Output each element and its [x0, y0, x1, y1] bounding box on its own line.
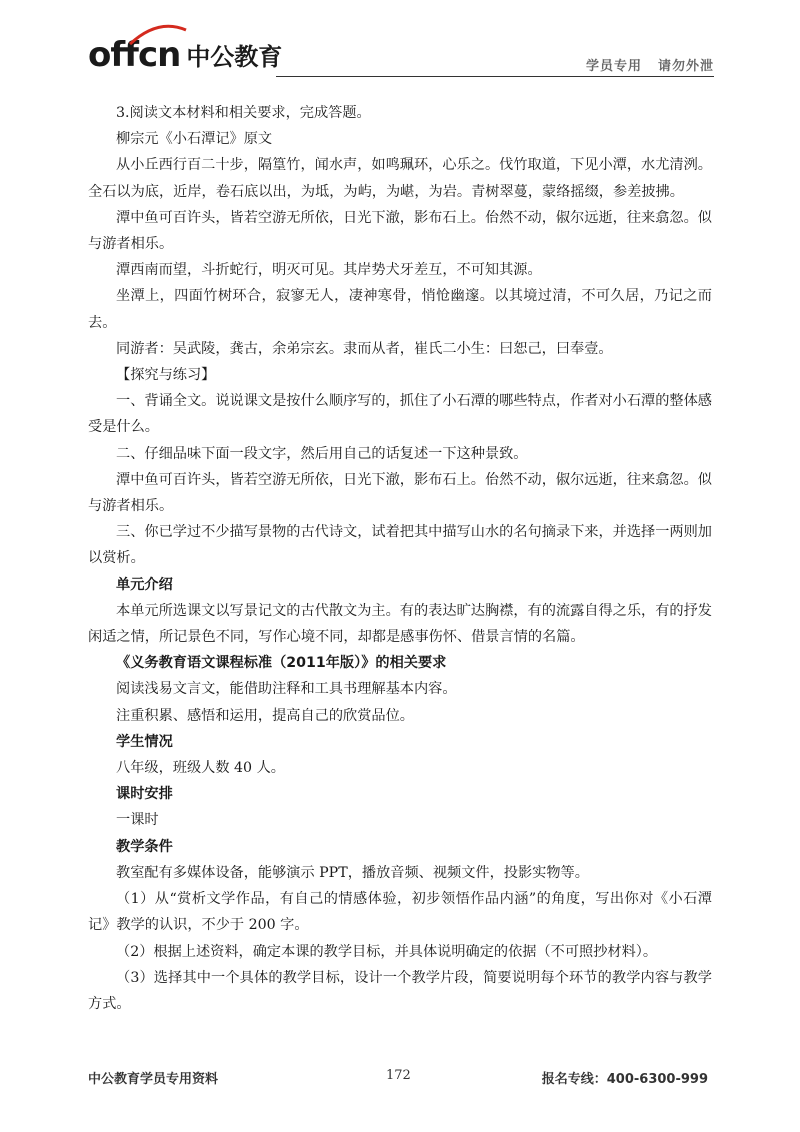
section-heading: 课时安排 — [116, 786, 173, 803]
section-heading: 学生情况 — [116, 733, 173, 750]
logo-wordmark: offcn — [88, 35, 181, 75]
paragraph: （3）选择其中一个具体的教学目标，设计一个教学片段，简要说明每个环节的教学内容与教学方式。 — [88, 969, 712, 1012]
paragraph: 阅读浅易文言文，能借助注释和工具书理解基本内容。 — [116, 681, 457, 698]
paragraph: 一课时 — [116, 812, 159, 829]
note-students-only: 学员专用 — [585, 59, 642, 74]
paragraph: 八年级，班级人数 40 人。 — [116, 760, 285, 777]
paragraph: 柳宗元《小石潭记》原文 — [116, 131, 273, 148]
paragraph: 潭中鱼可百许头，皆若空游无所依，日光下澈，影布石上。佁然不动，俶尔远逝，往来翕忽。似与游者相乐。 — [88, 209, 712, 253]
document-body — [88, 100, 712, 1017]
page-header — [0, 0, 800, 92]
paragraph: （1）从“赏析文学作品，有自己的情感体验，初步领悟作品内涵”的角度，写出你对《小石潭记》教学的认识，不少于 200 字。 — [88, 891, 712, 934]
logo-chinese-name: 中公教育 — [186, 43, 283, 71]
paragraph: 【探究与练习】 — [116, 367, 216, 384]
section-heading: 教学条件 — [116, 838, 173, 855]
logo-swoosh-icon — [128, 24, 188, 46]
brand-logo — [88, 35, 283, 75]
page-footer — [0, 1068, 800, 1098]
section-heading: 《义务教育语文课程标准（2011年版）》的相关要求 — [116, 655, 447, 672]
paragraph: 同游者：吴武陵，龚古，余弟宗玄。隶而从者，崔氏二小生：曰恕己，曰奉壹。 — [116, 340, 613, 357]
paragraph: 3.阅读文本材料和相关要求，完成答题。 — [116, 105, 371, 121]
paragraph: 本单元所选课文以写景记文的古代散文为主。有的表达旷达胸襟，有的流露自得之乐，有的抒发闲适之情，所记景色不同，写作心境不同，却都是感事伤怀、借景言情的名篇。 — [88, 602, 712, 646]
paragraph: 一、背诵全文。说说课文是按什么顺序写的，抓住了小石潭的哪些特点，作者对小石潭的整体感受是什么。 — [88, 393, 712, 436]
paragraph: 从小丘西行百二十步，隔篁竹，闻水声，如鸣珮环，心乐之。伐竹取道，下见小潭，水尤清洌。全石以为底，近岸，卷石底以出，为坻，为屿，为嵁，为岩。青树翠蔓，蒙络摇缀，参差披拂。 — [88, 157, 712, 200]
paragraph: 二、仔细品味下面一段文字，然后用自己的话复述一下这种景致。 — [116, 445, 528, 462]
footer-hotline: 报名专线：400-6300-999 — [541, 1072, 708, 1087]
note-do-not-distribute: 请勿外泄 — [657, 59, 714, 74]
footer-label: 中公教育学员专用资料 — [88, 1072, 219, 1087]
paragraph: 潭中鱼可百许头，皆若空游无所依，日光下澈，影布石上。佁然不动，俶尔远逝，往来翕忽。似与游者相乐。 — [88, 471, 712, 515]
paragraph: （2）根据上述资料，确定本课的教学目标，并具体说明确定的依据（不可照抄材料）。 — [116, 943, 658, 960]
paragraph: 注重积累、感悟和运用，提高自己的欣赏品位。 — [116, 707, 414, 724]
paragraph: 教室配有多媒体设备，能够演示 PPT，播放音频、视频文件，投影实物等。 — [116, 864, 589, 881]
header-divider — [276, 76, 714, 77]
paragraph: 三、你已学过不少描写景物的古代诗文，试着把其中描写山水的名句摘录下来，并选择一两则加以赏析。 — [88, 524, 712, 567]
page-number: 172 — [386, 1068, 411, 1083]
section-heading: 单元介绍 — [116, 576, 173, 593]
paragraph: 潭西南而望，斗折蛇行，明灭可见。其岸势犬牙差互，不可知其源。 — [116, 262, 542, 279]
confidential-note — [586, 55, 714, 74]
paragraph: 坐潭上，四面竹树环合，寂寥无人，凄神寒骨，悄怆幽邃。以其境过清，不可久居，乃记之而去。 — [88, 288, 712, 331]
